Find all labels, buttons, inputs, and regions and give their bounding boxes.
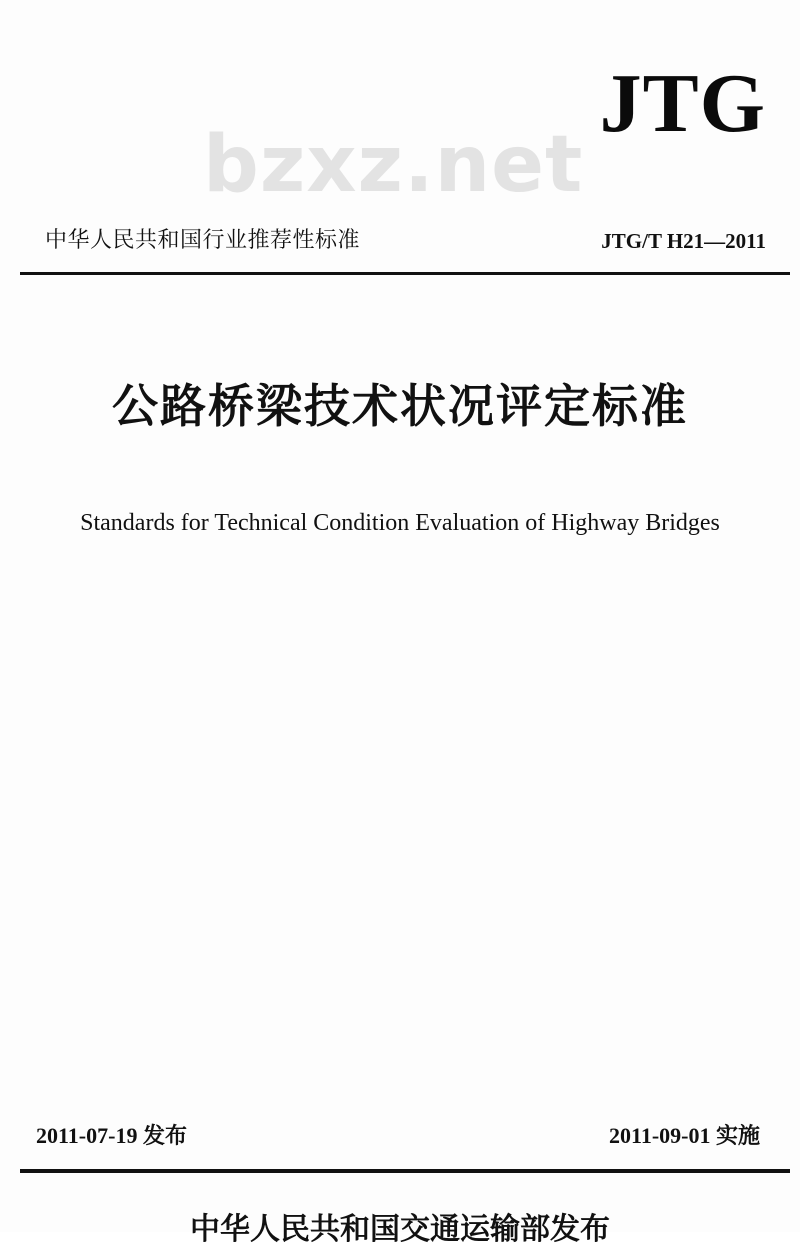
jtg-logo: JTG: [599, 57, 766, 150]
page-title-chinese: 公路桥梁技术状况评定标准: [112, 379, 688, 433]
issue-date: 2011-07-19 发布: [36, 1123, 187, 1148]
publisher: 中华人民共和国交通运输部发布: [190, 1212, 610, 1247]
standard-category: 中华人民共和国行业推荐性标准: [45, 228, 361, 253]
page-title-english: Standards for Technical Condition Evaluation of Highway Bridges: [80, 510, 720, 536]
top-divider: [20, 272, 790, 275]
watermark: bzxz.net: [203, 120, 584, 210]
effective-date: 2011-09-01 实施: [609, 1123, 760, 1148]
standard-code: JTG/T H21—2011: [601, 229, 766, 253]
bottom-divider: [20, 1169, 790, 1173]
